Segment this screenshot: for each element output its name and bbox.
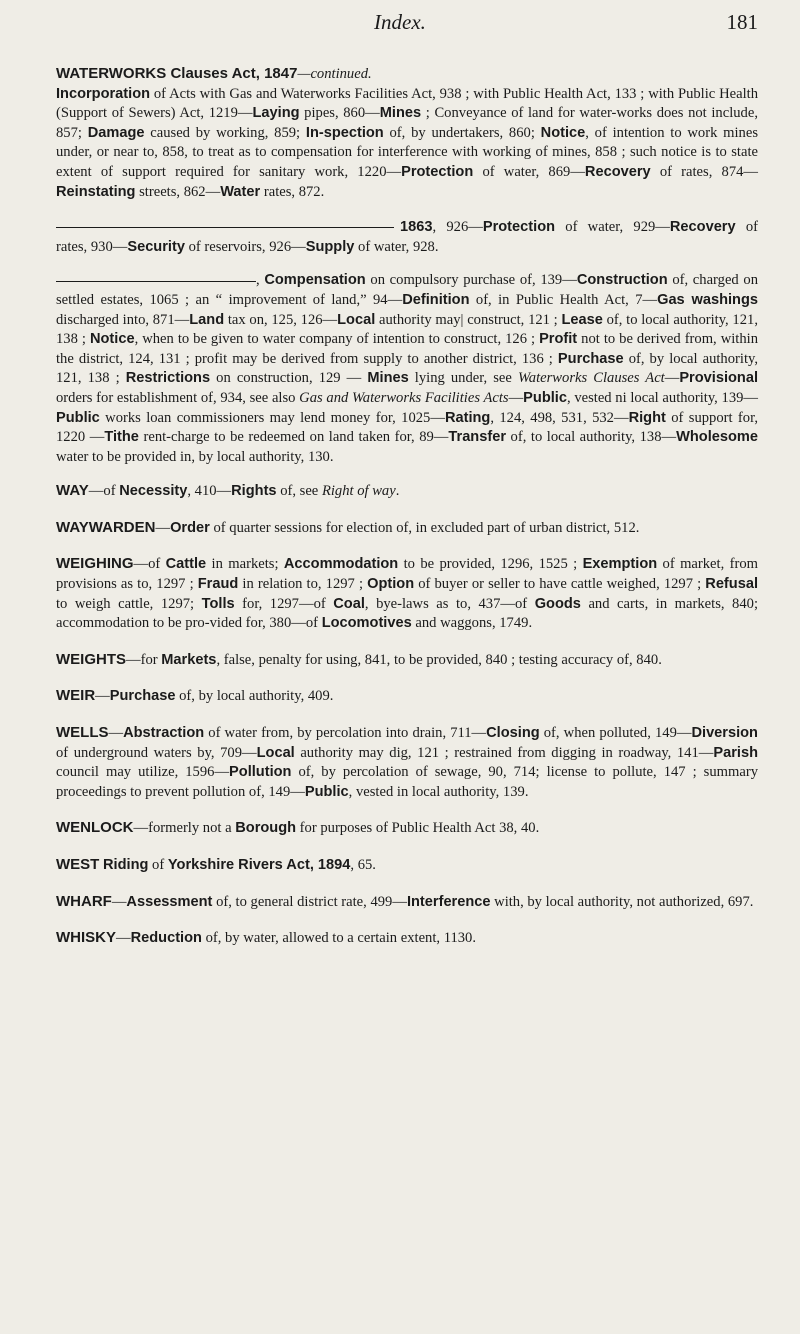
page-number: 181 bbox=[726, 10, 758, 34]
entry-text: — bbox=[116, 930, 131, 947]
index-entries bbox=[56, 64, 758, 965]
entry-keyword: Exemption bbox=[582, 556, 658, 573]
index-entry-weighing bbox=[56, 554, 758, 633]
entry-keyword: Interference bbox=[406, 893, 491, 910]
entry-keyword: Diversion bbox=[691, 725, 758, 742]
index-entry-weights bbox=[56, 650, 758, 671]
entry-keyword: Yorkshire Rivers Act, 1894 bbox=[167, 857, 351, 873]
entry-text: streets, 862— bbox=[135, 183, 221, 200]
entry-keyword: Gas washings bbox=[657, 291, 758, 308]
entry-continued-note: —continued. bbox=[297, 66, 372, 82]
entry-text: pipes, 860— bbox=[299, 105, 380, 122]
entry-text: of market, from provisions as to, 1297 ; bbox=[56, 556, 758, 593]
entry-text: , false, penalty for using, 841, to be provided, 840 ; testing accuracy of, 840. bbox=[216, 651, 662, 668]
entry-keyword: Recovery bbox=[584, 163, 651, 180]
entry-keyword: Protection bbox=[482, 219, 556, 236]
index-entry-west bbox=[56, 855, 758, 876]
entry-text: of, to general district rate, 499— bbox=[212, 893, 407, 910]
entry-text: for, 1297—of bbox=[234, 595, 334, 612]
entry-headword: WEIGHING bbox=[56, 555, 134, 573]
entry-text: of, by local authority, 409. bbox=[175, 688, 334, 705]
index-entry-weir bbox=[56, 686, 758, 707]
entry-keyword: Abstraction bbox=[123, 725, 205, 742]
entry-keyword: Accommodation bbox=[283, 556, 399, 573]
entry-keyword: Local bbox=[337, 311, 376, 328]
entry-keyword: Option bbox=[367, 576, 415, 593]
entry-text: of, when polluted, 149— bbox=[539, 725, 692, 742]
entry-text: in relation to, 1297 ; bbox=[238, 576, 368, 593]
page-header bbox=[0, 10, 800, 40]
entry-keyword: Notice bbox=[89, 331, 135, 348]
entry-keyword: Laying bbox=[252, 105, 300, 122]
entry-keyword: In-spection bbox=[305, 124, 384, 141]
entry-text: of water, 929— bbox=[555, 219, 670, 236]
entry-text: with, by local authority, not authorized, 697. bbox=[490, 893, 754, 910]
entry-keyword: Rights bbox=[231, 483, 277, 500]
entry-cross-reference: Right of way bbox=[321, 483, 396, 500]
index-entry-wells bbox=[56, 723, 758, 802]
entry-keyword: Closing bbox=[486, 725, 540, 742]
entry-text: —of bbox=[133, 556, 166, 573]
entry-keyword: Goods bbox=[534, 595, 581, 612]
entry-text: , when to be given to water company of intention to construct, 126 ; bbox=[134, 331, 540, 348]
entry-keyword: Tolls bbox=[201, 595, 235, 612]
entry-keyword: Public bbox=[523, 389, 567, 406]
entry-text: — bbox=[508, 389, 524, 406]
entry-text: — bbox=[108, 725, 124, 742]
entry-text: on compulsory purchase of, 139— bbox=[365, 272, 577, 289]
entry-keyword: Refusal bbox=[705, 576, 758, 593]
entry-keyword: Right bbox=[628, 409, 666, 426]
entry-keyword: Cattle bbox=[165, 556, 207, 573]
entry-text: of, to local authority, 121, 138 ; bbox=[56, 311, 758, 348]
entry-text: , 410— bbox=[187, 483, 232, 500]
entry-text: of, by local authority, 121, 138 ; bbox=[56, 350, 758, 387]
entry-text: of water from, by percolation into drain, 711— bbox=[204, 725, 487, 742]
entry-keyword: Restrictions bbox=[125, 370, 211, 387]
entry-keyword: Land bbox=[189, 311, 225, 328]
entry-text: not to be derived from, within the district, 124, 131 ; profit may be derived from supply to another district, 136 ; bbox=[56, 331, 758, 367]
index-entry-wharf bbox=[56, 892, 758, 913]
entry-text: of rates, 930— bbox=[56, 219, 759, 255]
entry-keyword: Reinstating bbox=[56, 183, 136, 200]
entry-keyword: Protection bbox=[401, 163, 474, 180]
entry-text: authority may| construct, 121 ; bbox=[375, 311, 562, 328]
entry-keyword: Construction bbox=[576, 272, 668, 289]
entry-keyword: Coal bbox=[333, 595, 365, 612]
entry-text: of water, 869— bbox=[473, 163, 585, 180]
entry-text: of, to local authority, 138— bbox=[506, 429, 677, 446]
entry-text: , 926— bbox=[432, 219, 483, 236]
entry-headword: WEST bbox=[56, 856, 100, 873]
entry-text: tax on, 125, 126— bbox=[224, 311, 338, 328]
entry-keyword: Locomotives bbox=[321, 615, 412, 632]
ditto-rule bbox=[56, 227, 394, 228]
entry-keyword: Incorporation bbox=[56, 85, 151, 102]
entry-keyword: Purchase bbox=[557, 350, 624, 367]
entry-keyword: Local bbox=[256, 744, 295, 761]
entry-keyword: Notice bbox=[540, 124, 586, 141]
entry-text: ; Conveyance of land for water-works does not include, 857; bbox=[56, 105, 758, 141]
entry-headword: WHISKY bbox=[56, 929, 116, 947]
entry-text: — bbox=[95, 688, 110, 705]
entry-text: works loan commissioners may lend money for, 1025— bbox=[99, 409, 445, 426]
entry-keyword: Transfer bbox=[448, 429, 506, 446]
entry-text: for purposes of Public Health Act 38, 40. bbox=[296, 820, 540, 837]
running-title: Index. bbox=[374, 10, 426, 34]
entry-keyword: Security bbox=[127, 238, 185, 255]
entry-cross-reference: Waterworks Clauses Act bbox=[517, 370, 665, 387]
entry-keyword: Damage bbox=[87, 124, 145, 141]
entry-keyword: Public bbox=[304, 783, 349, 800]
entry-cross-reference: Gas and Waterworks Facilities Acts bbox=[299, 389, 509, 406]
entry-text: to weigh cattle, 1297; bbox=[56, 595, 202, 612]
entry-keyword: Wholesome bbox=[676, 429, 758, 446]
entry-headword: WEIGHTS bbox=[56, 650, 126, 668]
entry-text: lying under, see bbox=[408, 370, 518, 387]
entry-keyword: Lease bbox=[561, 311, 603, 328]
entry-text: rent-charge to be redeemed on land taken for, 89— bbox=[138, 429, 449, 446]
entry-text: of reservoirs, 926— bbox=[184, 238, 306, 255]
entry-keyword: Assessment bbox=[126, 893, 213, 910]
entry-text: . bbox=[395, 483, 400, 500]
index-entry-waywarden bbox=[56, 518, 758, 539]
entry-text: water to be provided in, by local authority, 130. bbox=[56, 448, 334, 465]
entry-headword: WATERWORKS Clauses Act, 1847 bbox=[56, 65, 298, 82]
entry-text: of, see bbox=[276, 483, 322, 500]
entry-text: of, by percolation of sewage, 90, 714; license to pollute, 147 ; summary proceedings to prevent pollution of, 149— bbox=[56, 764, 758, 800]
entry-text: of rates, 874— bbox=[650, 163, 759, 180]
index-entry-waterworks-clauses bbox=[56, 64, 758, 202]
entry-text: — bbox=[664, 370, 680, 387]
index-entry-waterworks-compensation bbox=[56, 271, 758, 467]
entry-text: , vested ni local authority, 139— bbox=[566, 389, 759, 406]
entry-text: in markets; bbox=[206, 556, 284, 573]
entry-text: , 65. bbox=[350, 857, 376, 873]
entry-text: and waggons, 1749. bbox=[411, 615, 533, 632]
entry-keyword: Reduction bbox=[130, 930, 202, 947]
entry-keyword: Borough bbox=[235, 820, 297, 837]
entry-text: orders for establishment of, 934, see also bbox=[56, 389, 300, 406]
entry-keyword: Provisional bbox=[679, 370, 758, 387]
entry-keyword: Water bbox=[220, 183, 261, 200]
entry-keyword: Purchase bbox=[109, 688, 176, 705]
entry-text: of buyer or seller to have cattle weighed, 1297 ; bbox=[414, 576, 706, 593]
entry-text: , of intention to work mines under, or near to, 858, to treat as to compensation for interference with working of mines, 858 ; such notice is to state extent of support required for sanitary work, 1220— bbox=[56, 124, 759, 180]
entry-text: — bbox=[111, 893, 127, 910]
entry-text: of, charged on settled estates, 1065 ; an “ improvement of land,” 94— bbox=[56, 272, 759, 308]
entry-keyword: Rating bbox=[444, 409, 491, 426]
entry-text: authority may dig, 121 ; restrained from digging in roadway, 141— bbox=[294, 744, 714, 761]
index-entry-waterworks-1863 bbox=[56, 218, 758, 257]
entry-text: of, in Public Health Act, 7— bbox=[469, 291, 658, 308]
entry-text: caused by working, 859; bbox=[144, 124, 306, 141]
entry-text: of underground waters by, 709— bbox=[56, 744, 257, 761]
entry-keyword: Fraud bbox=[197, 576, 239, 593]
entry-headword: WHARF bbox=[56, 892, 112, 910]
entry-keyword: Tithe bbox=[104, 429, 139, 446]
entry-headword: WENLOCK bbox=[56, 819, 134, 837]
index-entry-whisky bbox=[56, 928, 758, 949]
entry-text: of support for, 1220 — bbox=[56, 409, 759, 446]
entry-text: of water, 928. bbox=[354, 238, 439, 255]
entry-headword: WELLS bbox=[56, 724, 109, 742]
entry-text: discharged into, 871— bbox=[56, 311, 190, 328]
entry-keyword: Parish bbox=[713, 744, 758, 761]
entry-text: to be provided, 1296, 1525 ; bbox=[398, 556, 583, 573]
entry-keyword: Profit bbox=[539, 331, 578, 348]
entry-keyword: Order bbox=[170, 519, 210, 536]
entry-text: , vested in local authority, 139. bbox=[348, 783, 529, 800]
entry-headword: WEIR bbox=[56, 687, 96, 705]
entry-text: —for bbox=[126, 651, 162, 668]
entry-keyword: Markets bbox=[161, 651, 217, 668]
entry-keyword: 1863 bbox=[400, 219, 433, 236]
index-entry-way bbox=[56, 481, 758, 502]
entry-text: , bye-laws as to, 437—of bbox=[364, 595, 535, 612]
entry-text: of bbox=[148, 857, 168, 873]
entry-keyword: Recovery bbox=[669, 219, 736, 236]
entry-keyword: Necessity bbox=[119, 483, 188, 500]
entry-text: , 124, 498, 531, 532— bbox=[490, 409, 629, 426]
entry-text: —formerly not a bbox=[133, 820, 236, 837]
entry-keyword: Pollution bbox=[229, 764, 292, 781]
entry-text: council may utilize, 1596— bbox=[56, 764, 230, 781]
entry-text: of, by water, allowed to a certain extent, 1130. bbox=[201, 930, 476, 947]
entry-text: on construction, 129 — bbox=[210, 370, 368, 387]
entry-headword: WAYWARDEN bbox=[56, 518, 156, 536]
entry-text: of, by undertakers, 860; bbox=[383, 124, 541, 141]
entry-text: of quarter sessions for election of, in excluded part of urban district, 512. bbox=[209, 519, 640, 536]
entry-keyword: Mines bbox=[379, 105, 422, 122]
ditto-rule bbox=[56, 281, 256, 282]
entry-keyword: Riding bbox=[103, 857, 149, 873]
entry-text: — bbox=[155, 519, 171, 536]
entry-keyword: Definition bbox=[402, 291, 470, 308]
entry-text: and carts, in markets, 840; accommodation to be pro-vided for, 380—of bbox=[56, 595, 759, 632]
entry-text: rates, 872. bbox=[260, 183, 325, 200]
entry-keyword: Public bbox=[56, 409, 100, 426]
entry-text: , bbox=[256, 272, 265, 289]
entry-text: —of bbox=[88, 483, 120, 500]
entry-keyword: Supply bbox=[305, 238, 355, 255]
index-entry-wenlock bbox=[56, 818, 758, 839]
entry-headword: WAY bbox=[56, 482, 89, 500]
entry-keyword: Mines bbox=[367, 370, 409, 387]
entry-text: of Acts with Gas and Waterworks Facilities Act, 938 ; with Public Health Act, 133 ; with Public Health (Support of Sewers) Act, 1219— bbox=[56, 85, 758, 122]
entry-keyword: Compensation bbox=[264, 272, 366, 289]
